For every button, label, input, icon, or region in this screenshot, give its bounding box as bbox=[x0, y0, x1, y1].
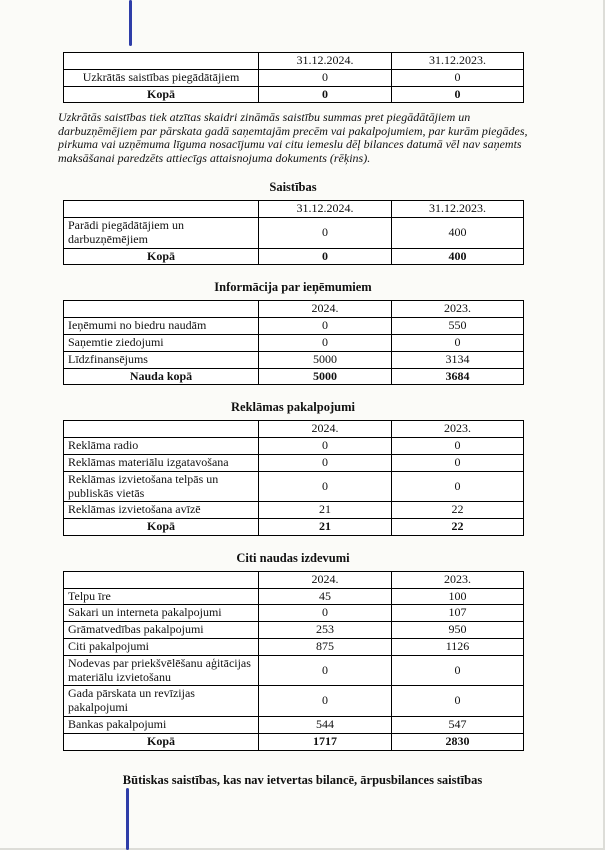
value-2024: 0 bbox=[259, 655, 392, 686]
total-row bbox=[64, 368, 524, 385]
value-2024: 0 bbox=[259, 217, 392, 248]
izdevumi-table bbox=[63, 571, 524, 751]
section-title-saistibas: Saistības bbox=[269, 180, 317, 195]
value-2023: 0 bbox=[392, 471, 524, 502]
table-row bbox=[64, 622, 524, 639]
value-2024: 0 bbox=[259, 334, 392, 351]
footer-heading: Būtiskas saistības, kas nav ietvertas bilancē, ārpusbilances saistības bbox=[122, 772, 483, 787]
accrual-note-paragraph: Uzkrātās saistības tiek atzītas skaidri zināmās saistību summas pret piegādātājiem un darbuzņēmējiem par pārskata gadā saņemtajām precēm vai pakalpojumiem, par kurām piegādes, pirkuma vai uzņēmuma līguma nosacījumu vai citu iemeslu dēļ bilances datumā vēl nav saņemts maksāšanai paredzēts attiecīgs attaisnojuma dokuments (rēķins). bbox=[58, 110, 528, 165]
table-row bbox=[64, 639, 524, 656]
table-row bbox=[64, 686, 524, 717]
table-row bbox=[64, 69, 524, 86]
value-2023: 0 bbox=[392, 655, 524, 686]
row-label: Uzkrātās saistības piegādātājiem bbox=[64, 69, 259, 86]
table-row bbox=[64, 454, 524, 471]
table-row bbox=[64, 502, 524, 519]
table-header-row bbox=[64, 201, 524, 218]
total-label: Kopā bbox=[64, 733, 259, 750]
value-2024: 0 bbox=[259, 454, 392, 471]
total-2023: 0 bbox=[392, 86, 524, 103]
value-2023: 100 bbox=[392, 588, 524, 605]
table-row bbox=[64, 471, 524, 502]
value-2024: 0 bbox=[259, 69, 392, 86]
fold-mark-bottom bbox=[126, 788, 129, 850]
value-2024: 45 bbox=[259, 588, 392, 605]
row-label: Parādi piegādātājiem un darbuzņēmējiem bbox=[64, 217, 259, 248]
total-2023: 3684 bbox=[392, 368, 524, 385]
row-label: Citi pakalpojumi bbox=[64, 639, 259, 656]
value-2024: 5000 bbox=[259, 351, 392, 368]
row-label: Reklāmas izvietošana avīzē bbox=[64, 502, 259, 519]
row-label: Grāmatvedības pakalpojumi bbox=[64, 622, 259, 639]
value-2023: 950 bbox=[392, 622, 524, 639]
total-2024: 5000 bbox=[259, 368, 392, 385]
value-2023: 3134 bbox=[392, 351, 524, 368]
value-2024: 21 bbox=[259, 502, 392, 519]
header-empty-cell bbox=[64, 201, 259, 218]
row-label: Reklāmas izvietošana telpās un publiskās vietās bbox=[64, 471, 259, 502]
total-2023: 22 bbox=[392, 519, 524, 536]
ienemumi-table bbox=[63, 300, 524, 385]
accrued-liabilities-table bbox=[63, 52, 524, 103]
value-2023: 547 bbox=[392, 717, 524, 734]
header-year-2023: 2023. bbox=[392, 571, 524, 588]
header-empty-cell bbox=[64, 53, 259, 70]
reklama-table bbox=[63, 420, 524, 536]
row-label: Sakari un interneta pakalpojumi bbox=[64, 605, 259, 622]
total-label: Nauda kopā bbox=[64, 368, 259, 385]
saistibas-table bbox=[63, 200, 524, 265]
table-row bbox=[64, 351, 524, 368]
value-2024: 0 bbox=[259, 438, 392, 455]
table-header-row bbox=[64, 571, 524, 588]
table-row bbox=[64, 655, 524, 686]
row-label: Līdzfinansējums bbox=[64, 351, 259, 368]
table-row bbox=[64, 334, 524, 351]
value-2024: 253 bbox=[259, 622, 392, 639]
row-label: Reklāmas materiālu izgatavošana bbox=[64, 454, 259, 471]
total-row bbox=[64, 519, 524, 536]
value-2023: 550 bbox=[392, 318, 524, 335]
row-label: Reklāma radio bbox=[64, 438, 259, 455]
header-date-2024: 31.12.2024. bbox=[259, 53, 392, 70]
total-2024: 0 bbox=[259, 86, 392, 103]
value-2023: 1126 bbox=[392, 639, 524, 656]
header-year-2023: 2023. bbox=[392, 301, 524, 318]
fold-mark-top bbox=[129, 0, 132, 46]
value-2024: 0 bbox=[259, 318, 392, 335]
table-header-row bbox=[64, 421, 524, 438]
section-title-ienemumi: Informācija par ieņēmumiem bbox=[214, 280, 372, 295]
section-title-izdevumi: Citi naudas izdevumi bbox=[236, 550, 350, 565]
section-title-reklama: Reklāmas pakalpojumi bbox=[231, 400, 355, 415]
value-2023: 107 bbox=[392, 605, 524, 622]
value-2024: 0 bbox=[259, 686, 392, 717]
header-date-2024: 31.12.2024. bbox=[259, 201, 392, 218]
value-2023: 0 bbox=[392, 454, 524, 471]
table-header-row bbox=[64, 53, 524, 70]
table-row bbox=[64, 588, 524, 605]
header-date-2023: 31.12.2023. bbox=[392, 201, 524, 218]
total-label: Kopā bbox=[64, 519, 259, 536]
header-empty-cell bbox=[64, 301, 259, 318]
header-year-2024: 2024. bbox=[259, 301, 392, 318]
value-2023: 0 bbox=[392, 686, 524, 717]
value-2024: 544 bbox=[259, 717, 392, 734]
total-label: Kopā bbox=[64, 248, 259, 265]
value-2024: 0 bbox=[259, 605, 392, 622]
value-2024: 0 bbox=[259, 471, 392, 502]
row-label: Saņemtie ziedojumi bbox=[64, 334, 259, 351]
table-row bbox=[64, 438, 524, 455]
row-label: Nodevas par priekšvēlēšanu aģitācijas materiālu izvietošanu bbox=[64, 655, 259, 686]
total-2024: 0 bbox=[259, 248, 392, 265]
total-2023: 2830 bbox=[392, 733, 524, 750]
row-label: Ieņēmumi no biedru naudām bbox=[64, 318, 259, 335]
table-row bbox=[64, 217, 524, 248]
value-2023: 0 bbox=[392, 69, 524, 86]
header-empty-cell bbox=[64, 421, 259, 438]
table-header-row bbox=[64, 301, 524, 318]
total-2023: 400 bbox=[392, 248, 524, 265]
table-row bbox=[64, 717, 524, 734]
row-label: Gada pārskata un revīzijas pakalpojumi bbox=[64, 686, 259, 717]
header-year-2024: 2024. bbox=[259, 421, 392, 438]
total-row bbox=[64, 733, 524, 750]
value-2023: 400 bbox=[392, 217, 524, 248]
total-row bbox=[64, 86, 524, 103]
total-label: Kopā bbox=[64, 86, 259, 103]
header-year-2024: 2024. bbox=[259, 571, 392, 588]
row-label: Bankas pakalpojumi bbox=[64, 717, 259, 734]
total-2024: 21 bbox=[259, 519, 392, 536]
value-2024: 875 bbox=[259, 639, 392, 656]
value-2023: 0 bbox=[392, 334, 524, 351]
total-row bbox=[64, 248, 524, 265]
header-empty-cell bbox=[64, 571, 259, 588]
table-row bbox=[64, 318, 524, 335]
header-year-2023: 2023. bbox=[392, 421, 524, 438]
header-date-2023: 31.12.2023. bbox=[392, 53, 524, 70]
table-row bbox=[64, 605, 524, 622]
value-2023: 0 bbox=[392, 438, 524, 455]
row-label: Telpu īre bbox=[64, 588, 259, 605]
total-2024: 1717 bbox=[259, 733, 392, 750]
value-2023: 22 bbox=[392, 502, 524, 519]
